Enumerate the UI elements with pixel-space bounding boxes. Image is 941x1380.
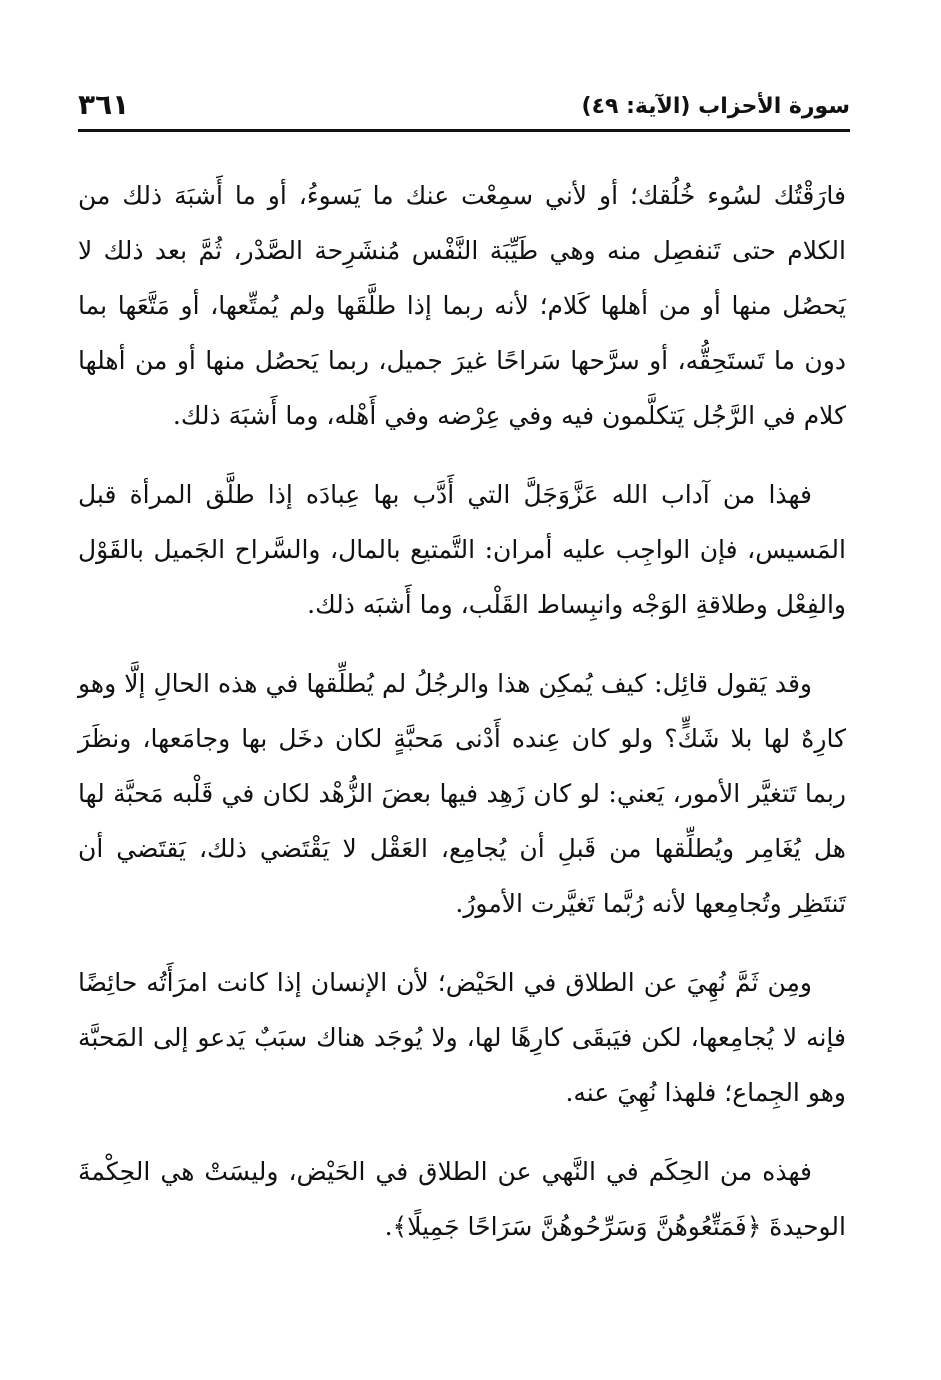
paragraph-5: فهذه من الحِكَم في النَّهي عن الطلاق في الحَيْض، وليسَتْ هي الحِكْمةَ الوحيدةَ ﴿فَمَتِّعُوهُنَّ وَسَرِّحُوهُنَّ سَرَاحًا جَمِيلًا﴾. xyxy=(78,1157,846,1241)
body-text xyxy=(78,168,846,1278)
page-header xyxy=(78,86,850,132)
surah-title: سورة الأحزاب (الآية: ٤٩) xyxy=(581,94,850,119)
page-number: ٣٦١ xyxy=(78,88,130,121)
paragraph-1: فارَقْتُك لسُوء خُلُقك؛ أو لأني سمِعْت عنك ما يَسوءُ، أو ما أَشبَهَ ذلك من الكلام حتى تَنفصِل منه وهي طَيِّبَة النَّفْس مُنشَرِحة الصَّدْر، ثُمَّ بعد ذلك لا يَحصُل منها أو من أهلها كَلام؛ لأنه ربما إذا طلَّقَها ولم يُمتِّعها، أو مَتَّعَها بما دون ما تَستَحِقُّه، أو سرَّحها سَراحًا غيرَ جميل، ربما يَحصُل منها أو من أهلها كلام في الرَّجُل يَتكلَّمون فيه وفي عِرْضه وفي أَهْله، وما أَشبَهَ ذلك. xyxy=(78,181,846,430)
paragraph-3: وقد يَقول قائِل: كيف يُمكِن هذا والرجُلُ لم يُطلِّقها في هذه الحالِ إلَّا وهو كارِهٌ لها بلا شَكٍّ؟ ولو كان عِنده أَدْنى مَحبَّةٍ لكان دخَل بها وجامَعها، ونظَرَ ربما تَتغيَّر الأمور، يَعني: لو كان زَهِد فيها بعضَ الزُّهْد لكان في قَلْبه مَحبَّة لها هل يُغَامِر ويُطلِّقها من قَبلِ أن يُجامِع، العَقْل لا يَقْتَضي ذلك، يَقتَضي أن تَنتَظِر وتُجامِعها لأنه رُبَّما تَغيَّرت الأمورُ. xyxy=(78,669,846,918)
header-divider xyxy=(78,129,850,132)
paragraph-4: ومِن ثَمَّ نُهِيَ عن الطلاق في الحَيْض؛ لأن الإنسان إذا كانت امرَأَتُه حائِضًا فإنه لا يُجامِعها، لكن فيَبقَى كارِهًا لها، ولا يُوجَد هناك سبَبٌ يَدعو إلى المَحبَّة وهو الجِماع؛ فلهذا نُهِيَ عنه. xyxy=(78,968,846,1107)
paragraph-2: فهذا من آداب الله عَزَّوَجَلَّ التي أَدَّب بها عِبادَه إذا طلَّق المرأة قبل المَسيس، فإن الواجِب عليه أمران: التَّمتيع بالمال، والسَّراح الجَميل بالقَوْل والفِعْل وطلاقةِ الوَجْه وانبِساط القَلْب، وما أَشبَه ذلك. xyxy=(78,480,846,619)
